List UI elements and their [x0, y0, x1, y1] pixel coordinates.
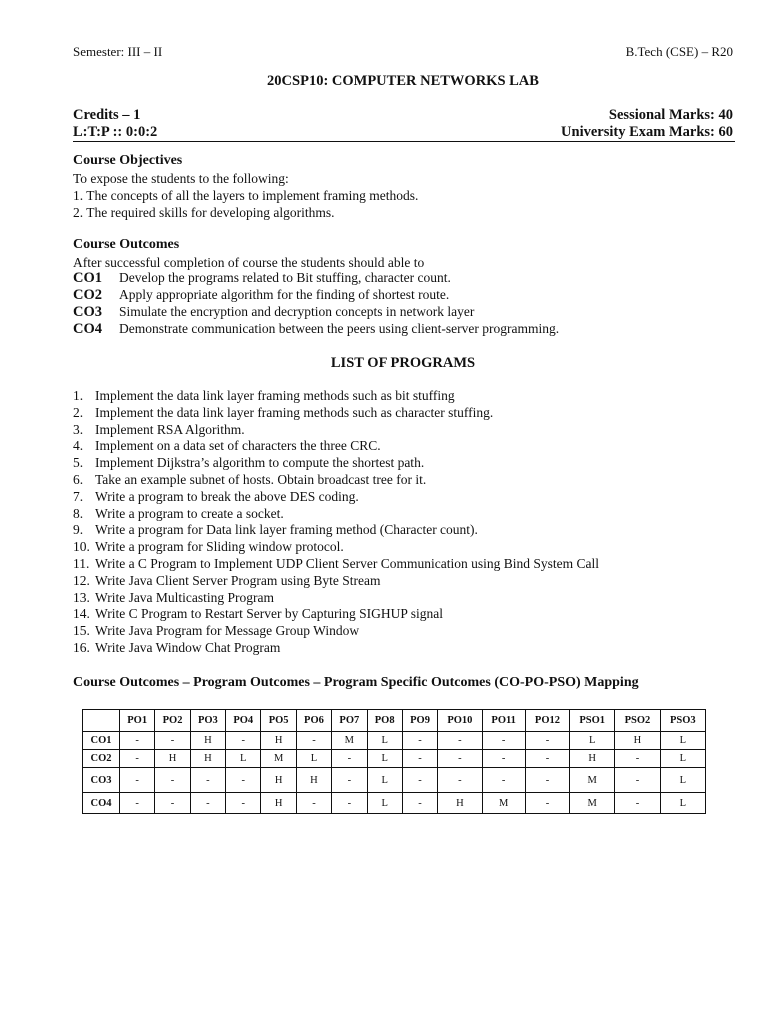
- mapping-cell: H: [261, 768, 296, 793]
- programs-heading: LIST OF PROGRAMS: [330, 355, 476, 371]
- semester-label: Semester: III – II: [73, 44, 163, 59]
- mapping-cell: L: [367, 793, 402, 814]
- program-number: 16.: [73, 639, 90, 655]
- mapping-column-header: PO8: [367, 710, 402, 732]
- program-text: Write a program to break the above DES coding.: [95, 488, 359, 504]
- divider-rule: [73, 141, 735, 142]
- mapping-cell: M: [482, 793, 525, 814]
- program-number: 14.: [73, 606, 90, 622]
- mapping-cell: -: [120, 793, 155, 814]
- program-item: [73, 539, 599, 556]
- mapping-cell: -: [525, 793, 569, 814]
- outcome-item: [73, 304, 474, 321]
- program-text: Write a program for Sliding window protocol.: [95, 539, 344, 555]
- mapping-column-header: PO12: [525, 710, 569, 732]
- outcome-code: CO2: [73, 287, 102, 303]
- mapping-cell: -: [155, 732, 190, 750]
- program-text: Write Java Program for Message Group Window: [95, 623, 360, 639]
- mapping-column-header: PO5: [261, 710, 296, 732]
- mapping-cell: -: [155, 793, 190, 814]
- mapping-column-header: PO11: [482, 710, 525, 732]
- program-item: [73, 573, 599, 590]
- mapping-cell: -: [402, 732, 437, 750]
- outcome-text: Simulate the encryption and decryption concepts in network layer: [119, 304, 475, 319]
- outcome-code: CO4: [73, 321, 102, 337]
- credits-row: [73, 107, 733, 124]
- mapping-cell: H: [261, 793, 296, 814]
- mapping-cell: -: [226, 732, 261, 750]
- mapping-cell: L: [660, 732, 705, 750]
- outcomes-heading: Course Outcomes: [73, 237, 180, 252]
- mapping-column-header: PO10: [438, 710, 482, 732]
- mapping-cell: L: [226, 750, 261, 768]
- program-text: Implement RSA Algorithm.: [95, 421, 245, 437]
- mapping-cell: -: [226, 793, 261, 814]
- outcome-code: CO3: [73, 304, 102, 320]
- mapping-column-header: PSO2: [615, 710, 660, 732]
- outcomes-intro: After successful completion of course the students should able to: [73, 255, 425, 270]
- program-text: Implement the data link layer framing methods such as bit stuffing: [95, 388, 455, 403]
- objective-item: 2. The required skills for developing algorithms.: [73, 205, 335, 220]
- mapping-cell: -: [615, 768, 660, 793]
- program-text: Write C Program to Restart Server by Capturing SIGHUP signal: [95, 606, 444, 622]
- program-item: [73, 489, 599, 506]
- outcome-item: [73, 270, 451, 287]
- program-number: 7.: [73, 488, 84, 504]
- mapping-cell: M: [261, 750, 296, 768]
- program-list: [73, 388, 599, 657]
- mapping-column-header: PO4: [226, 710, 261, 732]
- mapping-cell: L: [367, 732, 402, 750]
- mapping-corner-cell: [83, 710, 120, 732]
- program-item: [73, 606, 599, 623]
- program-text: Write a program to create a socket.: [95, 505, 284, 521]
- mapping-cell: -: [525, 750, 569, 768]
- program-text: Write a program for Data link layer framing method (Character count).: [95, 522, 478, 538]
- mapping-cell: -: [190, 768, 225, 793]
- mapping-cell: H: [190, 732, 225, 750]
- mapping-column-header: PO1: [120, 710, 155, 732]
- outcome-item: [73, 287, 449, 304]
- mapping-cell: H: [155, 750, 190, 768]
- mapping-header-row: [83, 710, 706, 732]
- program-text: Implement the data link layer framing methods such as character stuffing.: [95, 404, 494, 420]
- mapping-cell: -: [438, 768, 482, 793]
- program-number: 6.: [73, 471, 84, 487]
- program-item: [73, 522, 599, 539]
- credits-value: Credits – 1: [73, 107, 141, 123]
- outcome-code: CO1: [73, 270, 102, 286]
- program-text: Implement on a data set of characters the three CRC.: [95, 438, 381, 454]
- outcome-text: Apply appropriate algorithm for the finding of shortest route.: [119, 287, 450, 302]
- mapping-row: [83, 768, 706, 793]
- mapping-cell: L: [660, 793, 705, 814]
- mapping-cell: -: [332, 768, 367, 793]
- mapping-cell: M: [570, 768, 615, 793]
- program-number: 11.: [73, 555, 90, 571]
- program-text: Take an example subnet of hosts. Obtain broadcast tree for it.: [95, 471, 427, 487]
- program-item: [73, 388, 599, 405]
- outcome-text: Develop the programs related to Bit stuffing, character count.: [119, 270, 451, 285]
- ltp-row: [73, 124, 733, 141]
- program-number: 5.: [73, 455, 84, 471]
- mapping-cell: H: [438, 793, 482, 814]
- mapping-cell: -: [615, 750, 660, 768]
- program-item: [73, 623, 599, 640]
- course-title: 20CSP10: COMPUTER NETWORKS LAB: [267, 73, 539, 89]
- mapping-cell: H: [570, 750, 615, 768]
- mapping-column-header: PSO1: [570, 710, 615, 732]
- mapping-cell: H: [615, 732, 660, 750]
- program-number: 10.: [73, 539, 90, 555]
- mapping-cell: L: [367, 768, 402, 793]
- mapping-column-header: PO7: [332, 710, 367, 732]
- mapping-cell: -: [226, 768, 261, 793]
- mapping-row: [83, 732, 706, 750]
- mapping-cell: H: [190, 750, 225, 768]
- mapping-cell: -: [615, 793, 660, 814]
- mapping-cell: -: [525, 768, 569, 793]
- program-item: [73, 590, 599, 607]
- program-item: [73, 472, 599, 489]
- mapping-column-header: PO6: [296, 710, 331, 732]
- co-po-pso-mapping-table: [82, 709, 706, 814]
- program-number: 12.: [73, 572, 90, 588]
- objectives-intro: To expose the students to the following:: [73, 171, 289, 186]
- mapping-cell: -: [332, 793, 367, 814]
- mapping-cell: -: [438, 732, 482, 750]
- program-text: Write Java Client Server Program using Byte Stream: [95, 572, 381, 588]
- program-number: 4.: [73, 438, 84, 454]
- mapping-cell: -: [482, 732, 525, 750]
- mapping-row-header: CO3: [83, 768, 120, 793]
- mapping-cell: -: [120, 732, 155, 750]
- mapping-column-header: PO2: [155, 710, 190, 732]
- objective-item: 1. The concepts of all the layers to implement framing methods.: [73, 188, 419, 203]
- mapping-cell: -: [296, 793, 331, 814]
- program-text: Implement Dijkstra’s algorithm to compute the shortest path.: [95, 455, 425, 471]
- university-marks: University Exam Marks: 60: [561, 124, 733, 140]
- mapping-heading: Course Outcomes – Program Outcomes – Program Specific Outcomes (CO-PO-PSO) Mapping: [73, 675, 639, 690]
- program-number: 9.: [73, 522, 84, 538]
- mapping-cell: -: [482, 750, 525, 768]
- mapping-cell: -: [482, 768, 525, 793]
- program-number: 2.: [73, 404, 84, 420]
- ltp-value: L:T:P :: 0:0:2: [73, 124, 158, 140]
- mapping-cell: -: [402, 768, 437, 793]
- program-number: 8.: [73, 505, 84, 521]
- mapping-row-header: CO1: [83, 732, 120, 750]
- program-item: [73, 556, 599, 573]
- program-number: 13.: [73, 589, 90, 605]
- program-text: Write Java Window Chat Program: [95, 639, 281, 655]
- mapping-cell: -: [402, 750, 437, 768]
- mapping-cell: H: [261, 732, 296, 750]
- program-item: [73, 640, 599, 657]
- mapping-row: [83, 750, 706, 768]
- mapping-cell: -: [402, 793, 437, 814]
- mapping-cell: L: [296, 750, 331, 768]
- mapping-cell: M: [570, 793, 615, 814]
- mapping-body: [83, 732, 706, 814]
- mapping-row: [83, 793, 706, 814]
- mapping-cell: -: [190, 793, 225, 814]
- program-item: [73, 405, 599, 422]
- mapping-cell: -: [296, 732, 331, 750]
- objectives-heading: Course Objectives: [73, 153, 183, 168]
- mapping-cell: M: [332, 732, 367, 750]
- mapping-cell: L: [660, 768, 705, 793]
- program-text: Write Java Multicasting Program: [95, 589, 275, 605]
- program-item: [73, 438, 599, 455]
- mapping-row-header: CO4: [83, 793, 120, 814]
- page-header: [73, 44, 733, 60]
- program-item: [73, 422, 599, 439]
- mapping-cell: -: [120, 768, 155, 793]
- mapping-cell: -: [120, 750, 155, 768]
- mapping-cell: L: [367, 750, 402, 768]
- program-label: B.Tech (CSE) – R20: [625, 44, 733, 59]
- outcome-text: Demonstrate communication between the peers using client-server programming.: [119, 321, 560, 336]
- mapping-row-header: CO2: [83, 750, 120, 768]
- program-number: 3.: [73, 421, 84, 437]
- mapping-cell: H: [296, 768, 331, 793]
- mapping-column-header: PO9: [402, 710, 437, 732]
- mapping-cell: -: [438, 750, 482, 768]
- mapping-cell: -: [525, 732, 569, 750]
- mapping-cell: -: [155, 768, 190, 793]
- mapping-column-header: PO3: [190, 710, 225, 732]
- program-number: 15.: [73, 623, 90, 639]
- program-item: [73, 506, 599, 523]
- program-item: [73, 455, 599, 472]
- program-number: 1.: [73, 388, 84, 403]
- program-text: Write a C Program to Implement UDP Client Server Communication using Bind System Call: [95, 555, 600, 571]
- mapping-cell: -: [332, 750, 367, 768]
- sessional-marks: Sessional Marks: 40: [608, 107, 733, 123]
- mapping-column-header: PSO3: [660, 710, 705, 732]
- outcome-item: [73, 321, 559, 338]
- mapping-cell: L: [660, 750, 705, 768]
- mapping-cell: L: [570, 732, 615, 750]
